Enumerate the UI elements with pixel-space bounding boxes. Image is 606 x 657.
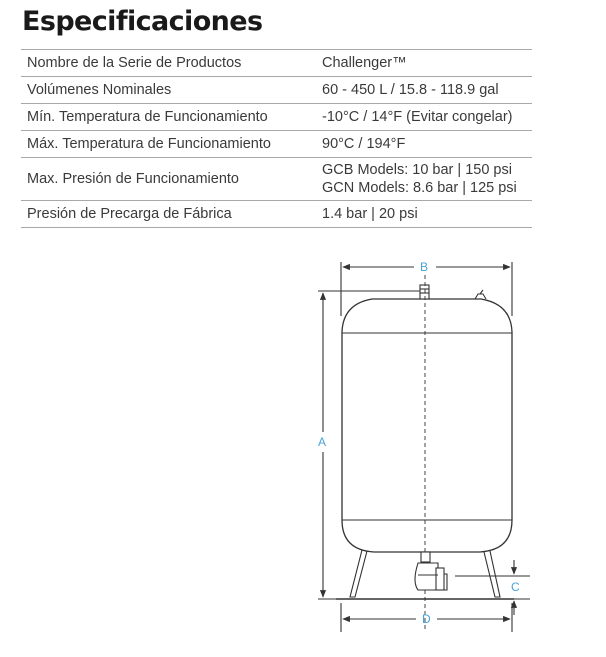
spec-value-line: GCB Models: 10 bar | 150 psi <box>322 162 512 178</box>
spec-label: Nombre de la Serie de Productos <box>27 55 242 71</box>
spec-label: Mín. Temperatura de Funcionamiento <box>27 109 268 125</box>
spec-label: Volúmenes Nominales <box>27 82 172 98</box>
spec-value-line: -10°C / 14°F (Evitar congelar) <box>322 109 513 125</box>
tank-body <box>342 299 512 552</box>
spec-label: Max. Presión de Funcionamiento <box>27 171 239 187</box>
dimension-label-a: A <box>318 435 327 449</box>
spec-label: Máx. Temperatura de Funcionamiento <box>27 136 271 152</box>
dimension-label-c: C <box>511 580 520 594</box>
dimension-label-d: D <box>422 612 431 626</box>
bottom-outlet <box>415 552 447 590</box>
top-fitting <box>420 285 486 299</box>
dimension-label-b: B <box>420 260 429 274</box>
dimension-a <box>318 291 422 599</box>
spec-value-line: 1.4 bar | 20 psi <box>322 206 418 222</box>
page-title: Especificaciones <box>22 6 263 37</box>
spec-value-line: Challenger™ <box>322 55 407 71</box>
spec-value-line: GCN Models: 8.6 bar | 125 psi <box>322 180 517 196</box>
spec-label: Presión de Precarga de Fábrica <box>27 206 232 222</box>
spec-value-line: 90°C / 194°F <box>322 136 406 152</box>
spec-value-line: 60 - 450 L / 15.8 - 118.9 gal <box>322 82 499 98</box>
